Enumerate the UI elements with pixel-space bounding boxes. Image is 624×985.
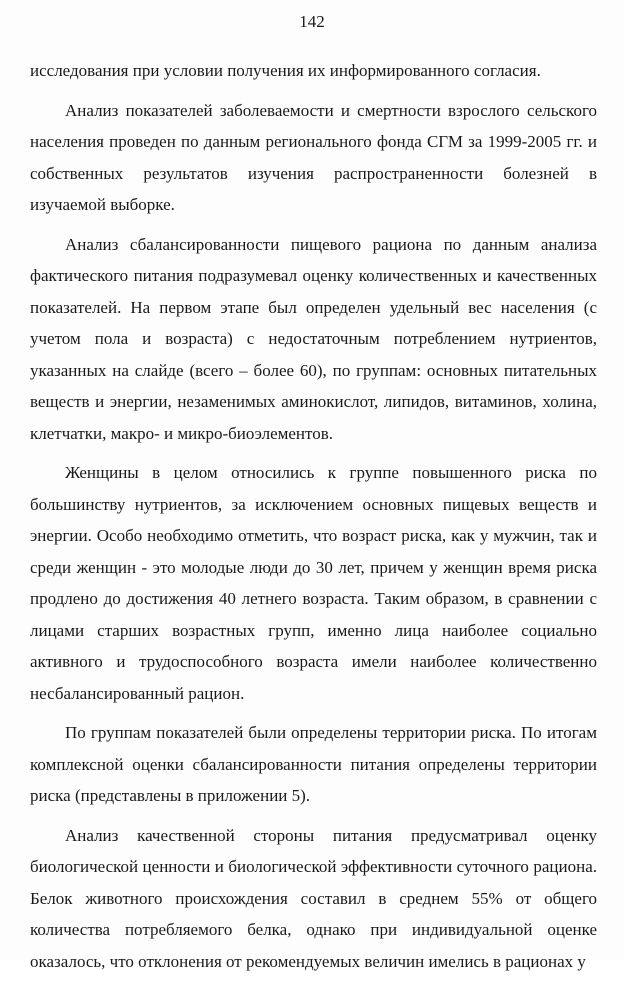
body-text [30,55,597,985]
paragraph-diet-balance-analysis: Анализ сбалансированности пищевого рациона по данным анализа фактического питания подразумевал оценку количественных и качественных показателей. На первом этапе был определен удельный вес населения (с учетом пола и возраста) с недостаточным потреблением нутриентов, указанных на слайде (всего – более 60), по группам: основных питательных веществ и энергии, незаменимых аминокислот, липидов, витаминов, холина, клетчатки, макро- и микро-биоэлементов. [30,234,597,443]
paragraph-risk-territories: По группам показателей были определены территории риска. По итогам комплексной оценки сбалансированности питания определены территории риска (представлены в приложении 5). [30,723,597,805]
paragraph-continuation: исследования при условии получения их информированного согласия. [30,61,541,80]
paragraph-morbidity-analysis: Анализ показателей заболеваемости и смертности взрослого сельского населения проведен по данным регионального фонда СГМ за 1999-2005 гг. и собственных результатов изучения распространенности болезней в изучаемой выборке. [30,100,597,214]
paragraph-women-risk-group: Женщины в целом относились к группе повышенного риска по большинству нутриентов, за исключением основных пищевых веществ и энергии. Особо необходимо отметить, что возраст риска, как у мужчин, так и среди женщин - это молодые люди до 30 лет, причем у женщин время риска продлено до достижения 40 летнего возраста. Таким образом, в сравнении с лицами старших возрастных групп, именно лица наиболее социально активного и трудоспособного возраста имели наиболее количественно несбалансированный рацион. [30,463,597,703]
page-number: 142 [299,12,325,31]
paragraph-qualitative-analysis: Анализ качественной стороны питания предусматривал оценку биологической ценности и биологической эффективности суточного рациона. Белок животного происхождения составил в среднем 55% от общего количества потребляемого белка, однако при индивидуальной оценке оказалось, что отклонения от рекомендуемых величин имелись в рационах у [30,825,597,971]
